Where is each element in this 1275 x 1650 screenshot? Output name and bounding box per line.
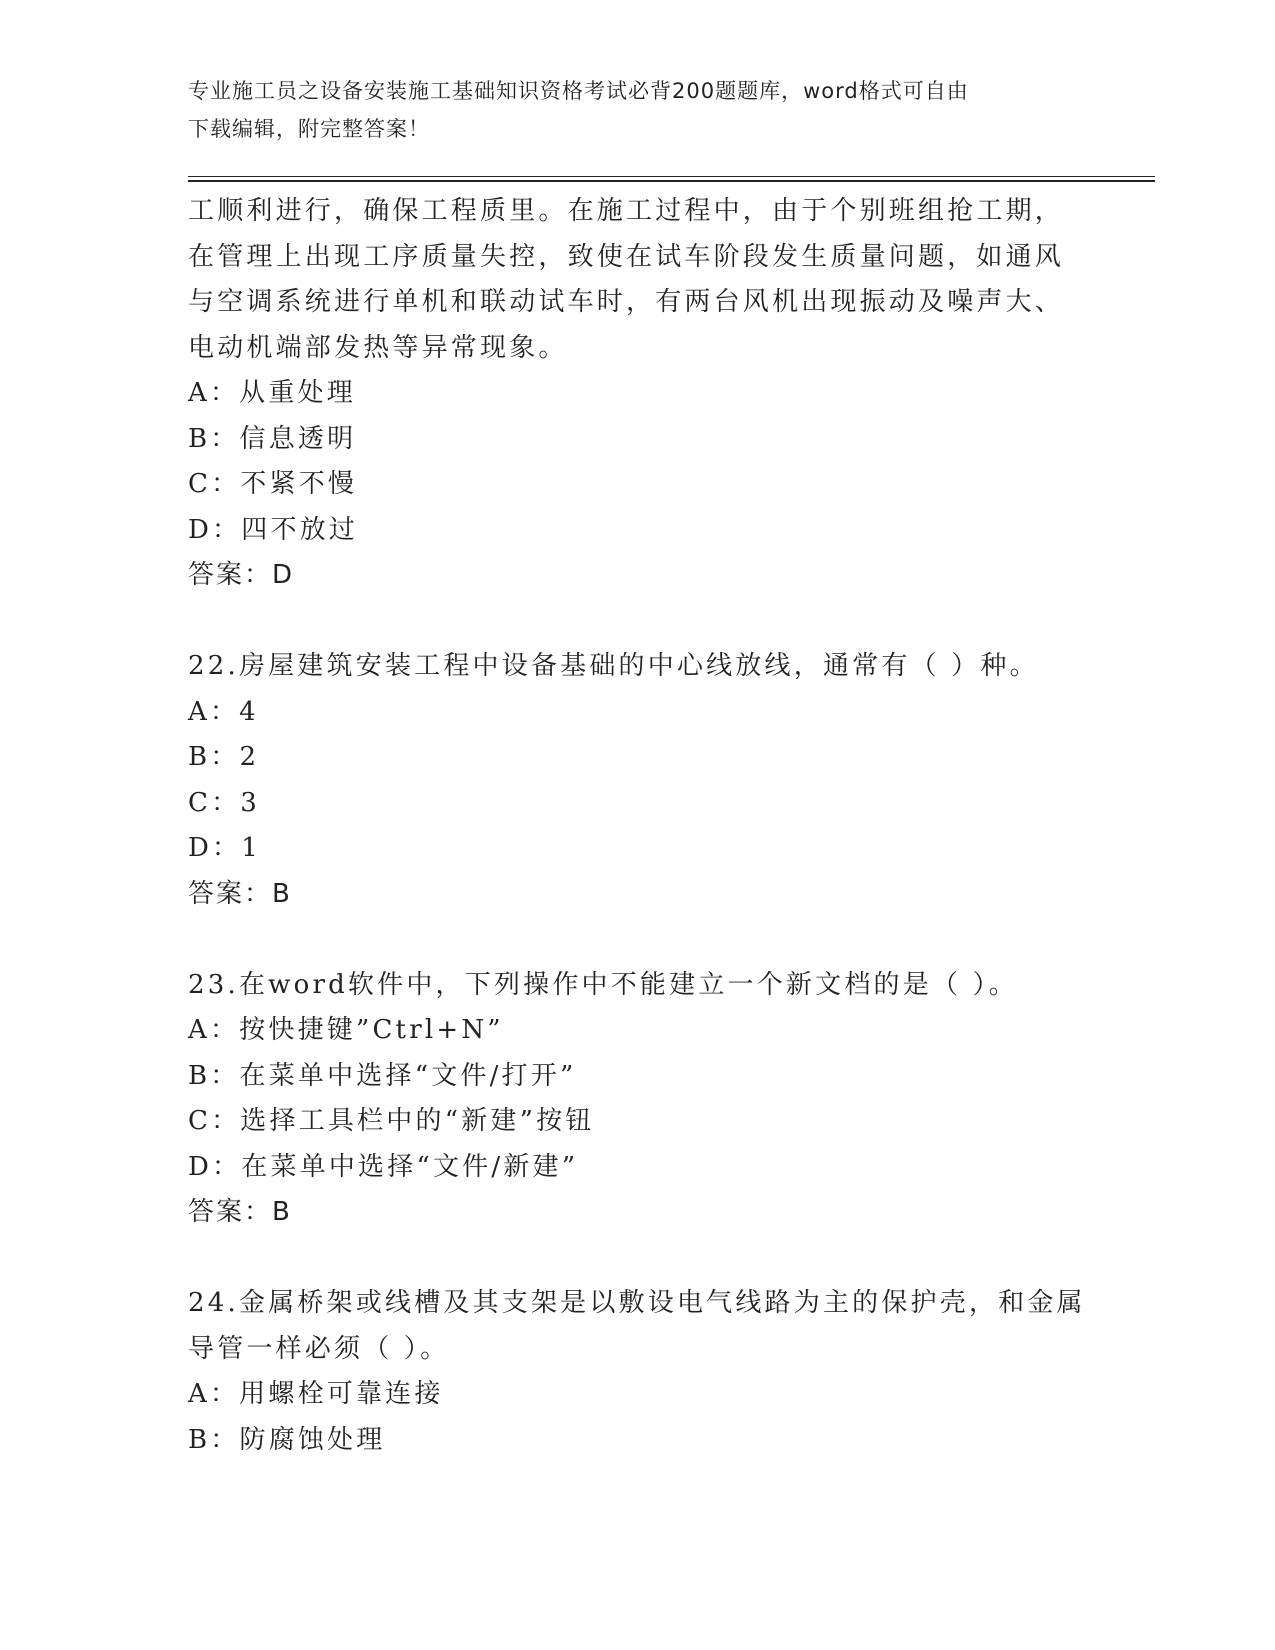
option-d: D：在菜单中选择“文件/新建” bbox=[188, 1151, 579, 1182]
question-spacer bbox=[188, 599, 1088, 645]
question-text-line: 24.金属桥架或线槽及其支架是以敷设电气线路为主的保护壳，和金属 bbox=[188, 1288, 1086, 1318]
answer-line: 答案：B bbox=[188, 1197, 292, 1227]
option-a: A：按快捷键”Ctrl+N” bbox=[188, 1015, 504, 1045]
option-b: B：2 bbox=[188, 742, 260, 772]
option-a: A：4 bbox=[188, 696, 259, 727]
question-23 bbox=[188, 963, 1088, 1236]
question-text-line: 23.在word软件中，下列操作中不能建立一个新文档的是（ ）。 bbox=[188, 969, 1018, 1000]
question-text-line: 在管理上出现工序质量失控，致使在试车阶段发生质量问题，如通风 bbox=[188, 241, 1065, 272]
option-c: C：3 bbox=[188, 787, 261, 818]
answer-line: 答案：D bbox=[188, 560, 295, 590]
question-text-line: 与空调系统进行单机和联动试车时，有两台风机出现振动及噪声大、 bbox=[188, 287, 1065, 317]
option-b: B：信息透明 bbox=[188, 423, 357, 454]
option-a: A：从重处理 bbox=[188, 378, 356, 408]
question-spacer bbox=[188, 1236, 1088, 1282]
header-title-line-1: 专业施工员之设备安装施工基础知识资格考试必背200题题库，word格式可自由 bbox=[188, 79, 969, 103]
question-spacer bbox=[188, 917, 1088, 963]
option-b: B：防腐蚀处理 bbox=[188, 1424, 386, 1455]
header-divider-thick bbox=[188, 180, 1155, 182]
option-a: A：用螺栓可靠连接 bbox=[188, 1379, 444, 1409]
question-24 bbox=[188, 1281, 1088, 1463]
header-divider-thin bbox=[188, 176, 1155, 177]
option-d: D：四不放过 bbox=[188, 514, 359, 545]
answer-line: 答案：B bbox=[188, 878, 292, 909]
question-text-line: 22.房屋建筑安装工程中设备基础的中心线放线，通常有（ ）种。 bbox=[188, 651, 1039, 681]
question-content bbox=[188, 189, 1088, 1463]
question-text-line: 导管一样必须（ ）。 bbox=[188, 1333, 450, 1364]
question-21 bbox=[188, 189, 1088, 599]
question-text-line: 电动机端部发热等异常现象。 bbox=[188, 332, 568, 363]
header-title-line-2: 下载编辑，附完整答案！ bbox=[188, 117, 430, 141]
page-header bbox=[188, 72, 1088, 148]
option-c: C：选择工具栏中的“新建”按钮 bbox=[188, 1106, 595, 1136]
option-d: D：1 bbox=[188, 833, 261, 863]
option-c: C：不紧不慢 bbox=[188, 469, 358, 499]
question-text-line: 工顺利进行，确保工程质里。在施工过程中，由于个别班组抢工期， bbox=[188, 196, 1065, 226]
option-b: B：在菜单中选择“文件/打开” bbox=[188, 1060, 577, 1091]
question-22 bbox=[188, 644, 1088, 917]
